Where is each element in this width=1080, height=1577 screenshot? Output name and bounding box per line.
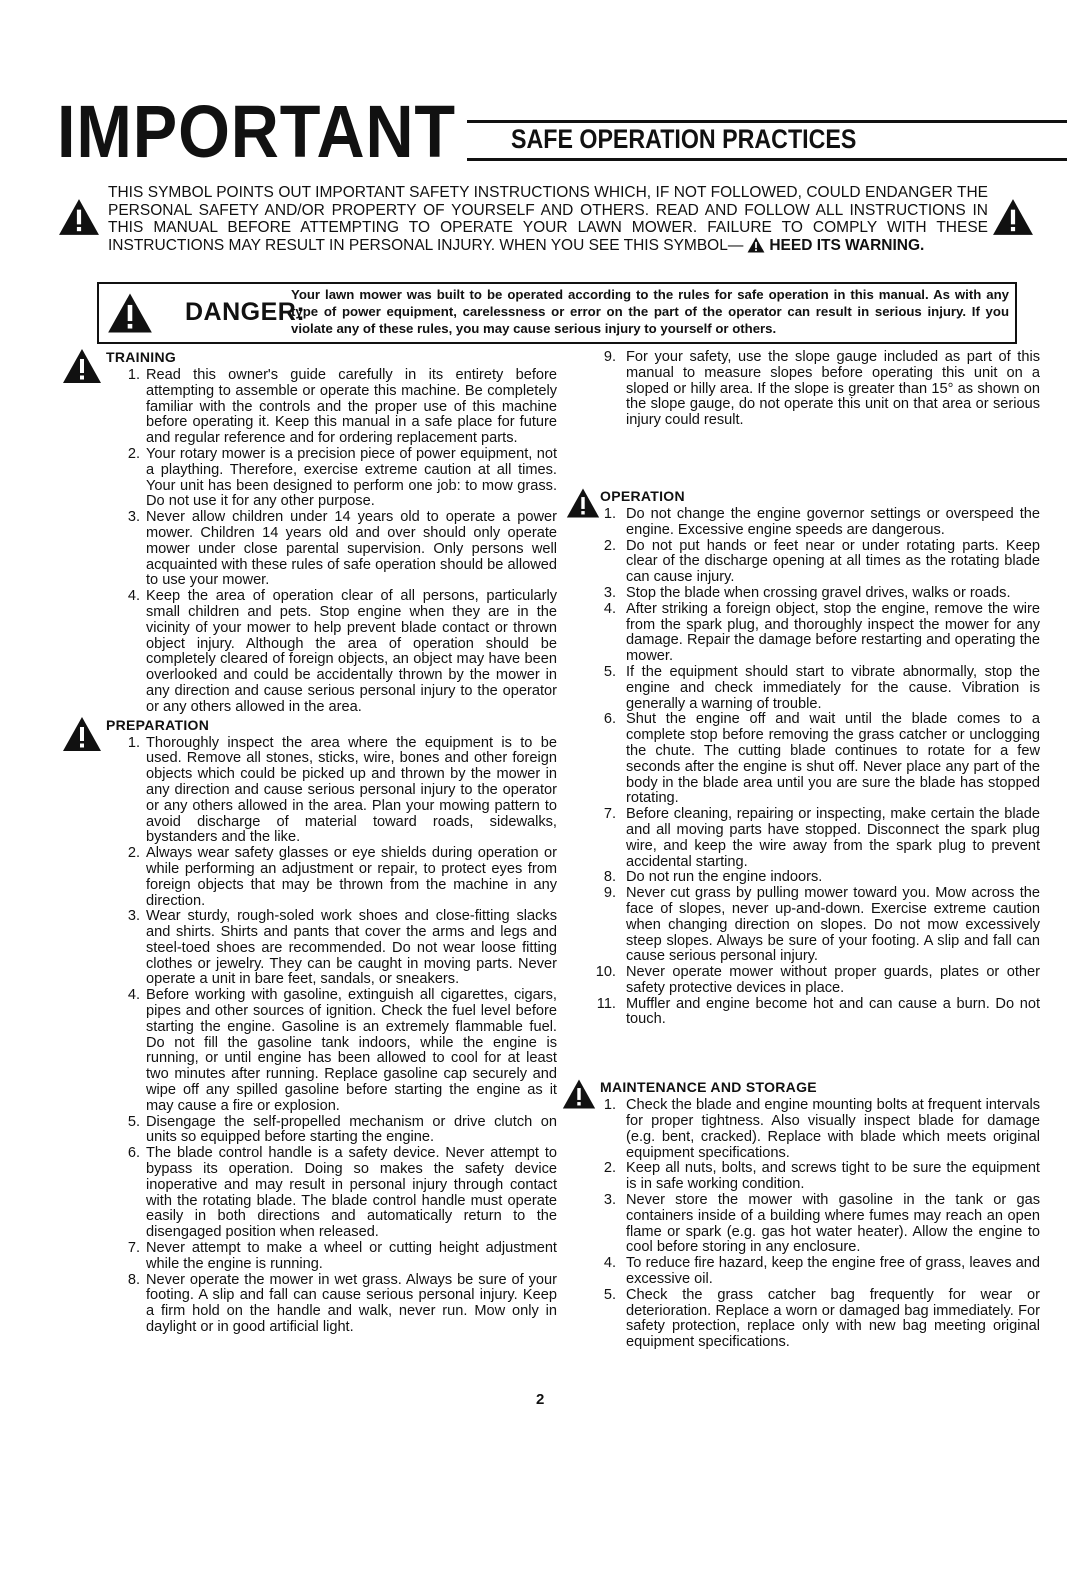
operation-section [570, 489, 1040, 1028]
section-heading [570, 489, 1040, 507]
intro-text [108, 184, 988, 254]
item-number: 8. [127, 1271, 140, 1288]
important-title: IMPORTANT [57, 90, 457, 173]
item-number: 5. [127, 1113, 140, 1130]
item-text: Never store the mower with gasoline in the tank or gas containers inside of a building where fumes may reach an open flame or spark (e.g. gas hot water heater). Allow the engine to cool before storing in any enclosure. [626, 1192, 1040, 1256]
list-item [62, 1146, 557, 1241]
item-number: 4. [603, 1255, 616, 1272]
item-text: Never operate the mower in wet grass. Always be sure of your footing. A slip and fall can cause serious personal injury. Keep a firm hold on the handle and walk, never run. Mow only in daylight or in good artificial light. [146, 1271, 557, 1336]
item-text: To reduce fire hazard, keep the engine free of grass, leaves and excessive oil. [626, 1255, 1040, 1288]
list-item [62, 589, 557, 715]
list-item [570, 602, 1040, 665]
list-item [570, 886, 1040, 965]
item-text: Check the blade and engine mounting bolts at frequent intervals for proper tightness. Also visually inspect blade for damage (e.g. bent, cracked). Replace with blade which meets original equipment specifications. [626, 1097, 1040, 1161]
item-text: Never allow children under 14 years old to operate a power mower. Children 14 years old and over should only operate mower under close parental supervision. Only persons well acquainted with these rules of safe operation should be allowed to use your mower. [146, 509, 557, 589]
danger-box [97, 282, 1017, 344]
item-number: 6. [603, 711, 616, 728]
maintenance-heading: MAINTENANCE AND STORAGE [600, 1079, 817, 1096]
training-heading: TRAINING [106, 349, 177, 365]
item-text: Never cut grass by pulling mower toward you. Mow across the face of slopes, never up-and-down. Exercise extreme caution when changing direction on slopes. Do not mow excessively steep slopes. Always be sure of your footing. A slip and fall can cause serious personal injury. [626, 885, 1040, 965]
operation-heading: OPERATION [600, 487, 685, 504]
item-number: 1. [603, 1097, 616, 1114]
warning-triangle-icon [747, 237, 765, 253]
item-text: For your safety, use the slope gauge included as part of this manual to measure slopes before operating this unit on a sloped or hilly area. If the slope is greater than 15° as shown on the slope gauge, do not operate this unit on that area or serious injury could result. [626, 349, 1040, 429]
item-text: Before working with gasoline, extinguish all cigarettes, cigars, pipes and other sources of ignition. Check the fuel level before starting the engine. Gasoline is an extremely flammable fuel. Do not fill the gasoline tank indoors, while the engine is running, or until engine has been allowed to cool for at least two minutes after running. Replace gasoline cap securely and wipe off any spilled gasoline before starting the engine as it may cause a fire or explosion. [146, 987, 557, 1114]
section-subtitle: SAFE OPERATION PRACTICES [511, 124, 857, 154]
item-number: 7. [127, 1240, 140, 1257]
section-heading [62, 718, 557, 736]
preparation-list [62, 736, 557, 1336]
item-number: 5. [603, 663, 616, 680]
item-text: Never attempt to make a wheel or cutting height adjustment while the engine is running. [146, 1240, 557, 1272]
list-item [570, 1193, 1040, 1256]
list-item [570, 807, 1040, 870]
list-item [570, 507, 1040, 539]
heed-warning: HEED ITS WARNING. [769, 236, 925, 254]
left-column [62, 350, 557, 1336]
item-text: Do not put hands or feet near or under rotating parts. Keep clear of the discharge opening at all times as the rotating blade can cause injury. [626, 537, 1040, 586]
item-text: Disengage the self-propelled mechanism or drive clutch on units so equipped before starting the engine. [146, 1113, 557, 1146]
item-number: 5. [603, 1286, 616, 1303]
list-item [570, 1256, 1040, 1288]
list-item [62, 447, 557, 510]
list-item [62, 846, 557, 909]
item-text: Thoroughly inspect the area where the equipment is to be used. Remove all stones, sticks, wire, bones and other foreign objects which could be picked up and thrown by the mower in any direction and cause serious personal injury to the operator or any others allowed in the area. Plan your mowing pattern to avoid discharge of material toward roads, sidewalks, bystanders and the like. [146, 734, 557, 846]
warning-triangle-icon [107, 292, 153, 334]
item-number: 6. [127, 1145, 140, 1162]
item-number: 1. [127, 367, 140, 383]
item-text: Read this owner's guide carefully in its entirety before attempting to assemble or operate this machine. Be completely familiar with the controls and the proper use of this machine before operating it. Keep this manual in a safe place for future and regular reference and for ordering replacement parts. [146, 367, 557, 447]
item-number: 1. [127, 734, 140, 751]
item-number: 11. [596, 995, 616, 1012]
list-item [62, 909, 557, 988]
maintenance-list [570, 1098, 1040, 1351]
page-number: 2 [536, 1391, 545, 1408]
training-section [62, 350, 557, 716]
item-number: 9. [603, 349, 616, 365]
list-item [62, 988, 557, 1114]
list-item [570, 586, 1040, 602]
item-text: Muffler and engine become hot and can cause a burn. Do not touch. [626, 995, 1040, 1028]
list-item [570, 870, 1040, 886]
item-text: Wear sturdy, rough-soled work shoes and close-fitting slacks and shirts. Shirts and pants that cover the arms and legs and steel-toed shoes are recommended. Do not wear loose fitting clothes or jewelry. They can be caught in moving parts. Never operate a unit in bare feet, sandals, or sneakers. [146, 908, 557, 988]
item-number: 2. [603, 1160, 616, 1177]
item-text: Stop the blade when crossing gravel drives, walks or roads. [626, 584, 1011, 601]
item-text: If the equipment should start to vibrate abnormally, stop the engine and check immediately for the cause. Vibration is generally a warning of trouble. [626, 663, 1040, 712]
list-item [570, 350, 1040, 429]
section-heading [62, 350, 557, 368]
list-item [570, 1098, 1040, 1161]
danger-text: Your lawn mower was built to be operated according to the rules for safe operation in this manual. As with any type of power equipment, carelessness or error on the part of the operator can result in serious injury. If you violate any of these rules, you may cause serious injury to yourself or others. [291, 287, 1009, 336]
right-column [570, 350, 1040, 1351]
item-number: 4. [127, 588, 140, 605]
item-text: After striking a foreign object, stop the engine, remove the wire from the spark plug, and thoroughly inspect the mower for any damage. Repair the damage before restarting and operating the mower. [626, 600, 1040, 665]
item-number: 10. [595, 964, 616, 981]
item-number: 2. [127, 445, 140, 462]
list-item [570, 997, 1040, 1029]
list-item [62, 1115, 557, 1147]
item-text: The blade control handle is a safety device. Never attempt to bypass its operation. Doing so makes the safety device inoperative and may result in personal injury through contact with the rotating blade. The blade control handle must operate easily in both directions and automatically return to the disengaged position when released. [146, 1145, 557, 1241]
item-number: 2. [127, 845, 140, 862]
item-number: 9. [603, 885, 616, 902]
item-number: 3. [603, 584, 616, 601]
item-number: 8. [603, 869, 616, 886]
item-number: 3. [127, 908, 140, 925]
item-text: Your rotary mower is a precision piece of power equipment, not a plaything. Therefore, exercise extreme caution at all times. Your unit has been designed to perform one job: to mow grass. Do not use it for any other purpose. [146, 445, 557, 510]
list-item [570, 1288, 1040, 1351]
item-text: Keep the area of operation clear of all persons, particularly small children and pets. Stop engine when they are in the vicinity of your mower to help prevent blade contact or thrown object injury. Although the area of operation should be completely cleared of foreign objects, an object may have been overlooked and could be accidentally thrown by the mower in any direction and cause serious personal injury to the operator or any others allowed in the area. [146, 588, 557, 715]
item-number: 4. [603, 600, 616, 617]
preparation-section [62, 718, 557, 1336]
list-item [62, 736, 557, 847]
danger-label: DANGER: [185, 298, 306, 326]
list-item [62, 1273, 557, 1336]
page-header [57, 92, 1017, 172]
item-number: 3. [127, 509, 140, 526]
title-rule-bottom [467, 158, 1067, 161]
item-text: Check the grass catcher bag frequently for wear or deterioration. Replace a worn or damaged bag immediately. For safety protection, replace only with new bag meeting original equipment specifications. [626, 1286, 1040, 1351]
list-item [570, 539, 1040, 586]
item-number: 3. [603, 1192, 616, 1209]
intro-block [58, 184, 1023, 254]
list-item [570, 1161, 1040, 1193]
training-list [62, 368, 557, 716]
item-number: 4. [127, 987, 140, 1004]
list-item [62, 510, 557, 589]
item-text: Shut the engine off and wait until the blade comes to a complete stop before removing the grass catcher or unclogging the chute. The cutting blade continues to rotate for a few seconds after the engine is shut off. Never place any part of the body in the blade area until you are sure the blade has stopped rotating. [626, 711, 1040, 807]
preparation-heading: PREPARATION [106, 716, 210, 733]
list-item [570, 965, 1040, 997]
warning-triangle-icon [58, 198, 100, 236]
item-text: Never operate mower without proper guards, plates or other safety protective devices in place. [626, 964, 1040, 996]
item-text: Do not change the engine governor settings or overspeed the engine. Excessive engine speeds are dangerous. [626, 505, 1040, 538]
intro-body: THIS SYMBOL POINTS OUT IMPORTANT SAFETY INSTRUCTIONS WHICH, IF NOT FOLLOWED, COULD ENDANGER THE PERSONAL SAFETY AND/OR PROPERTY OF YOURSELF AND OTHERS. READ AND FOLLOW ALL INSTRUCTIONS IN THIS MANUAL BEFORE ATTEMPTING TO OPERATE YOUR LAWN MOWER. FAILURE TO COMPLY WITH THESE INSTRUCTIONS MAY RESULT IN PERSONAL INJURY. WHEN YOU SEE THIS SYMBOL— [108, 184, 988, 254]
list-item [62, 368, 557, 447]
warning-triangle-icon [992, 198, 1034, 236]
list-item [62, 1241, 557, 1273]
item-number: 7. [603, 806, 616, 823]
list-item [570, 712, 1040, 807]
section-heading [570, 1080, 1040, 1098]
item-text: Keep all nuts, bolts, and screws tight to be sure the equipment is in safe working condition. [626, 1160, 1040, 1193]
list-item [570, 665, 1040, 712]
item-text: Before cleaning, repairing or inspecting, make certain the blade and all moving parts have stopped. Disconnect the spark plug wire, and keep the wire away from the spark plug to prevent accidental starting. [626, 806, 1040, 870]
item-text: Do not run the engine indoors. [626, 869, 823, 886]
maintenance-section [570, 1080, 1040, 1351]
preparation-continued-list [570, 350, 1040, 429]
item-text: Always wear safety glasses or eye shields during operation or while performing an adjustment or repair, to protect eyes from foreign objects that may be thrown from the machine in any direction. [146, 845, 557, 909]
item-number: 2. [603, 537, 616, 554]
item-number: 1. [603, 505, 616, 522]
operation-list [570, 507, 1040, 1028]
